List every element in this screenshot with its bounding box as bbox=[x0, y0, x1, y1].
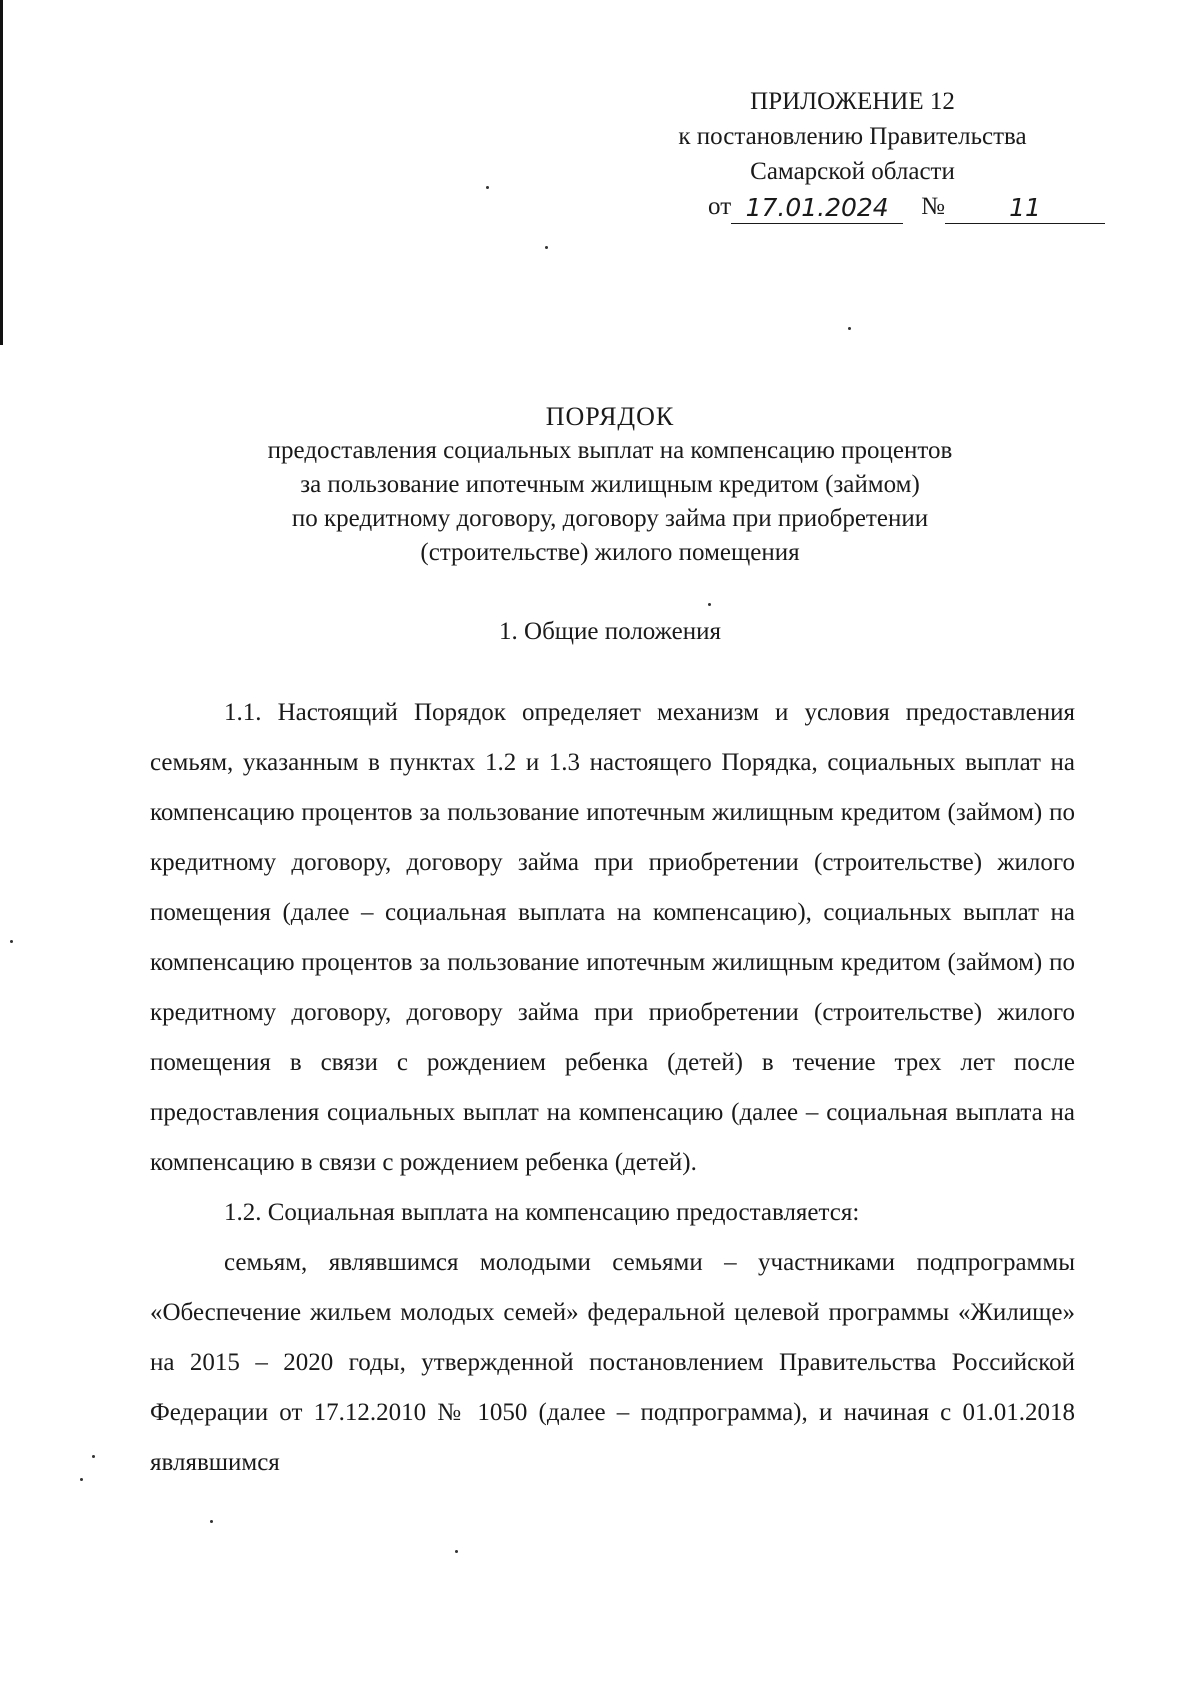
scan-speck bbox=[848, 327, 851, 330]
title-line-3: по кредитному договору, договору займа при приобретении bbox=[291, 505, 929, 532]
appendix-region: Самарской области bbox=[750, 158, 955, 185]
appendix-date-line bbox=[600, 189, 1105, 224]
section-heading: 1. Общие положения bbox=[499, 618, 721, 645]
scan-speck bbox=[708, 603, 711, 606]
number-prefix: № bbox=[921, 193, 945, 220]
scan-page-edge bbox=[0, 0, 3, 345]
scan-speck bbox=[545, 246, 548, 249]
paragraph-1-2: 1.2. Социальная выплата на компенсацию предоставляется: bbox=[224, 1199, 860, 1226]
handwritten-date: 17.01.2024 bbox=[731, 193, 903, 224]
handwritten-number: 11 bbox=[945, 193, 1105, 224]
scan-speck bbox=[486, 186, 489, 189]
document-body bbox=[150, 688, 1075, 1488]
appendix-number: ПРИЛОЖЕНИЕ 12 bbox=[750, 88, 955, 115]
document-title bbox=[150, 400, 1070, 570]
scan-speck bbox=[210, 1520, 213, 1523]
scan-speck bbox=[10, 940, 13, 943]
appendix-reference: к постановлению Правительства bbox=[678, 123, 1027, 150]
date-prefix: от bbox=[708, 193, 732, 220]
scan-speck bbox=[92, 1455, 95, 1458]
scan-speck bbox=[455, 1550, 458, 1553]
title-line-1: предоставления социальных выплат на компенсацию процентов bbox=[267, 437, 953, 464]
title-line-4: (строительстве) жилого помещения bbox=[420, 539, 800, 566]
title-main: ПОРЯДОК bbox=[545, 402, 675, 431]
scan-speck bbox=[80, 1478, 83, 1481]
paragraph-1-1: 1.1. Настоящий Порядок определяет механизм и условия предоставления семьям, указанным в пунктах 1.2 и 1.3 настоящего Порядка, социальных выплат на компенсацию процентов за пользование ипотечным жилищным кредитом (займом) по кредитному договору, договору займа при приобретении (строительстве) жилого помещения (далее – социальная выплата на компенсацию), социальных выплат на компенсацию процентов за пользование ипотечным жилищным кредитом (займом) по кредитному договору, договору займа при приобретении (строительстве) жилого помещения в связи с рождением ребенка (детей) в течение трех лет после предоставления социальных выплат на компенсацию (далее – социальная выплата на компенсацию в связи с рождением ребенка (детей). bbox=[150, 699, 1075, 1176]
paragraph-1-2-list: семьям, являвшимся молодыми семьями – участниками подпрограммы «Обеспечение жильем молодых семей» федеральной целевой программы «Жилище» на 2015 – 2020 годы, утвержденной постановлением Правительства Российской Федерации от 17.12.2010 № 1050 (далее – подпрограмма), и начиная с 01.01.2018 являвшимся bbox=[150, 1249, 1075, 1476]
title-line-2: за пользование ипотечным жилищным кредитом (займом) bbox=[300, 471, 920, 498]
appendix-header bbox=[600, 84, 1105, 224]
